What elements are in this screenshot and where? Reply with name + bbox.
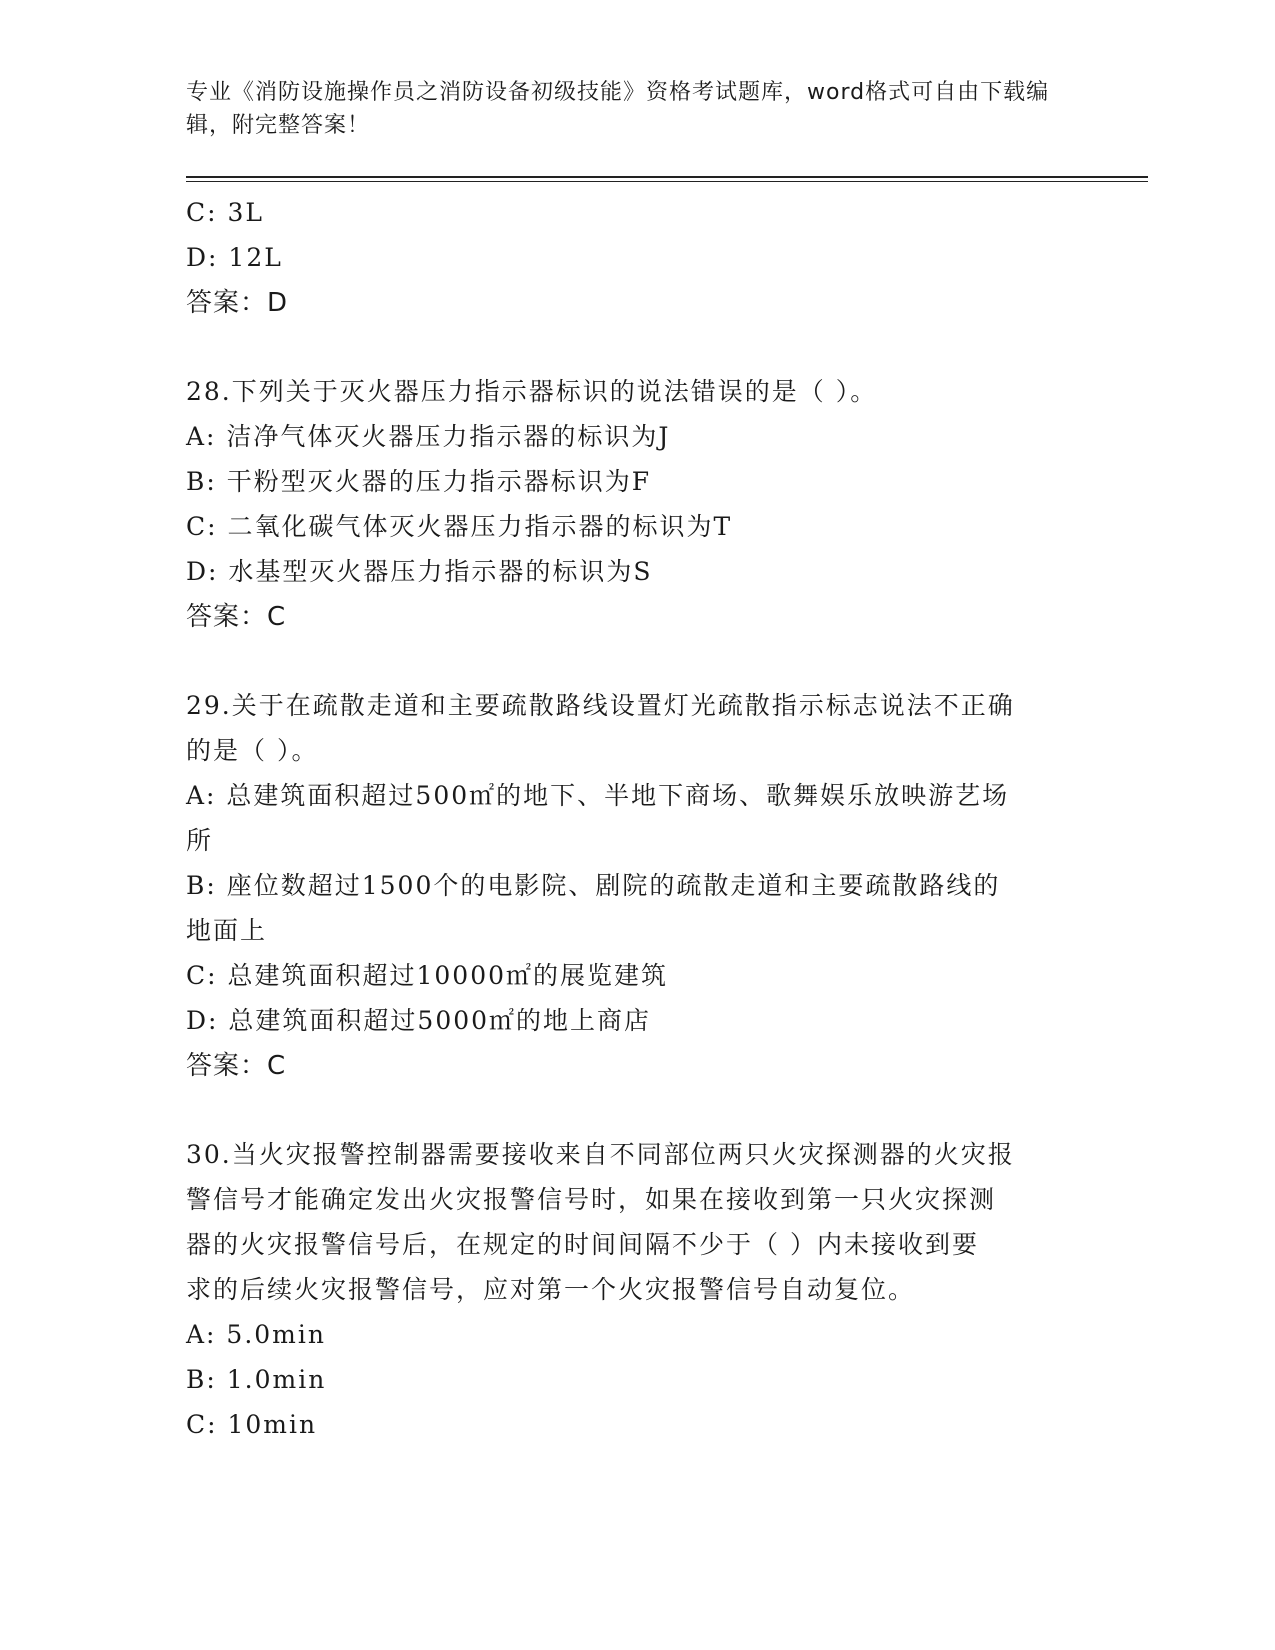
option-a: A: 洁净气体灭火器压力指示器的标识为J [186,422,671,451]
spacer [186,1089,1086,1132]
option-a: A: 总建筑面积超过500㎡的地下、半地下商场、歌舞娱乐放映游艺场 [186,781,1010,810]
question-stem-line-4: 求的后续火灾报警信号，应对第一个火灾报警信号自动复位。 [186,1275,916,1304]
question-stem-line-2: 的是（ ）。 [186,736,319,765]
question-stem-line-3: 器的火灾报警信号后，在规定的时间间隔不少于（ ）内未接收到要 [186,1230,979,1259]
option-c: C: 总建筑面积超过10000㎡的展览建筑 [186,961,669,990]
question-stem: 28.下列关于灭火器压力指示器标识的说法错误的是（ ）。 [186,377,878,406]
answer-line: 答案：C [186,1051,287,1081]
question-27-tail [186,190,1086,326]
option-c: C: 10min [186,1410,318,1439]
question-stem-line-2: 警信号才能确定发出火灾报警信号时，如果在接收到第一只火灾探测 [186,1185,997,1214]
option-c: C: 二氧化碳气体灭火器压力指示器的标识为T [186,512,733,541]
option-d: D: 水基型灭火器压力指示器的标识为S [186,557,653,586]
header-divider-thick [186,176,1148,178]
answer-line: 答案：C [186,602,287,632]
question-30 [186,1132,1086,1447]
option-d: D: 总建筑面积超过5000㎡的地上商店 [186,1006,652,1035]
question-stem-line-1: 29.关于在疏散走道和主要疏散路线设置灯光疏散指示标志说法不正确 [186,691,1015,720]
spacer [186,640,1086,683]
option-d: D: 12L [186,243,283,272]
option-b-continued: 地面上 [186,916,268,945]
option-a: A: 5.0min [186,1320,326,1349]
spacer [186,326,1086,369]
option-c: C: 3L [186,198,265,227]
answer-line: 答案：D [186,288,289,318]
header-divider-thin [186,181,1148,182]
question-stem-line-1: 30.当火灾报警控制器需要接收来自不同部位两只火灾探测器的火灾报 [186,1140,1015,1169]
question-list [186,190,1086,1447]
option-a-continued: 所 [186,826,214,855]
option-b: B: 座位数超过1500个的电影院、剧院的疏散走道和主要疏散路线的 [186,871,1001,900]
question-28 [186,369,1086,640]
question-29 [186,683,1086,1089]
option-b: B: 干粉型灭火器的压力指示器标识为F [186,467,652,496]
page-header: 专业《消防设施操作员之消防设备初级技能》资格考试题库，word格式可自由下载编辑，附完整答案！ [186,80,1050,138]
option-b: B: 1.0min [186,1365,327,1394]
